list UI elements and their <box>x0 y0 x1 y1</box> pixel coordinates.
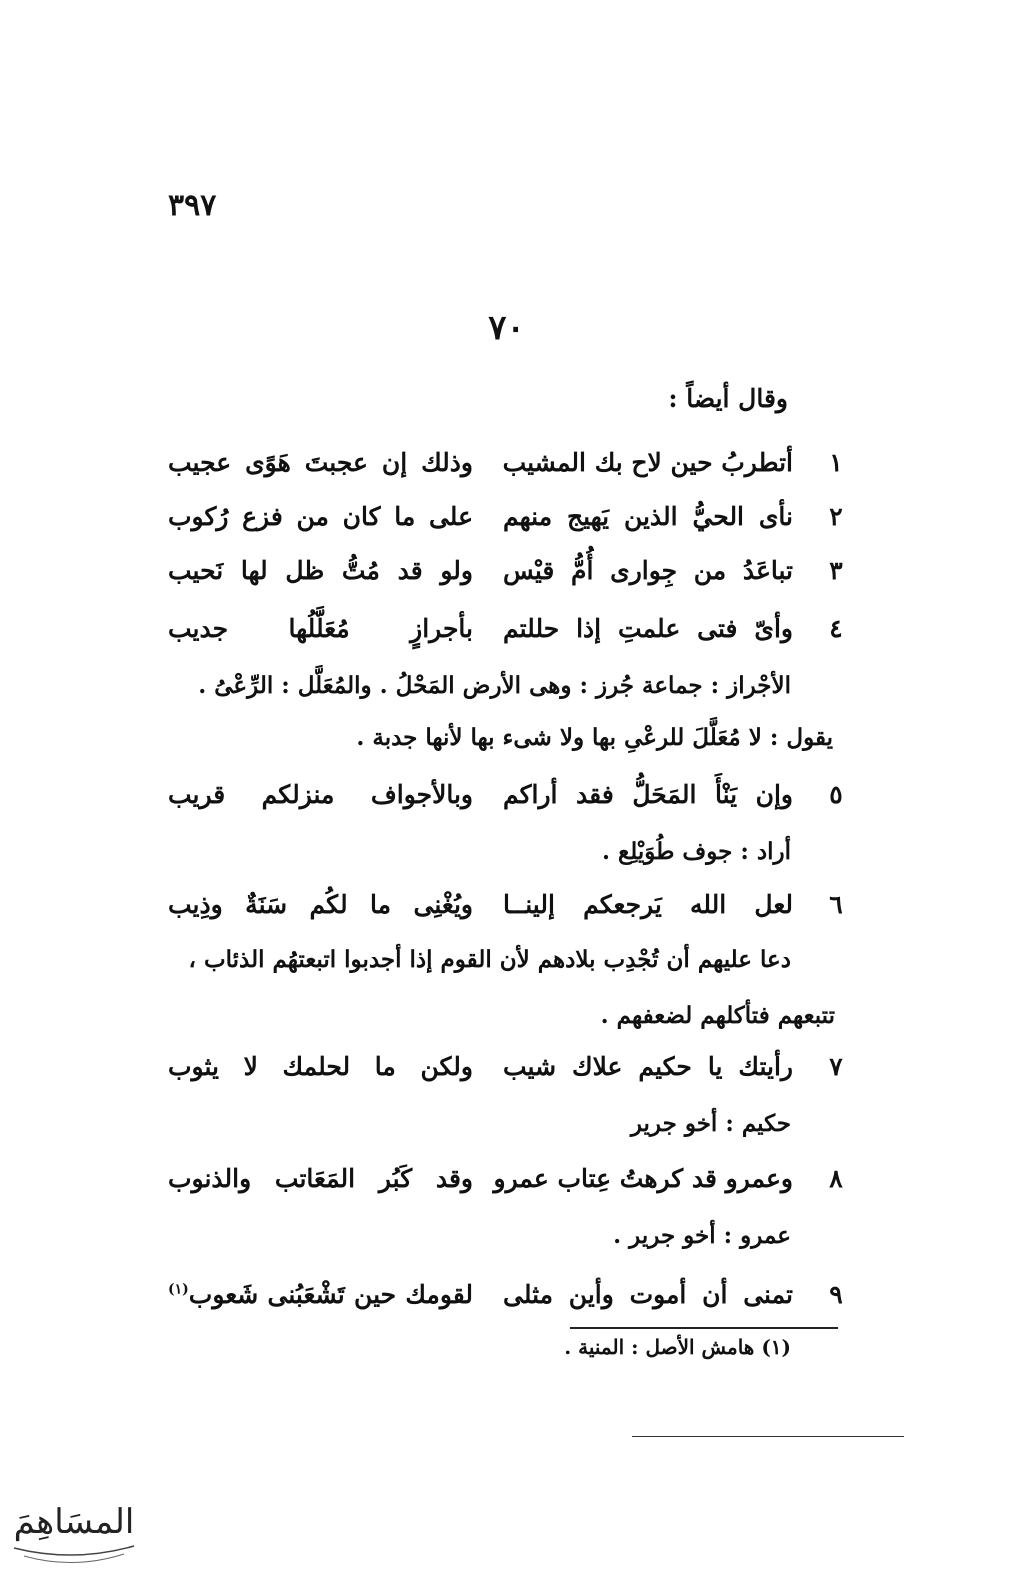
verse-first-hemistich: لعل الله يَرجعكم إلينــا <box>503 890 793 919</box>
poem-intro: وقال أيضاً : <box>668 384 788 413</box>
verse-second-hemistich: على ما كان من فزع رُكوب <box>168 502 473 531</box>
footnote-marker: (١) <box>168 1281 189 1298</box>
verse-8 <box>168 1164 848 1204</box>
verse-second-hemistich: ولكن ما لحلمك لا يثوب <box>168 1052 473 1081</box>
page-number: ٣٩٧ <box>168 188 217 223</box>
footnote: (١) هامش الأصل : المنية . <box>564 1335 791 1359</box>
verse-9 <box>168 1280 848 1320</box>
verse-first-hemistich: وإن يَنْأَ المَحَلُّ فقد أراكم <box>503 780 793 809</box>
verse-first-hemistich: وعمرو قد كرهتُ عِتاب عمرو <box>493 1164 793 1193</box>
verse-second-text: لقومك حين تَشْعَبُنى شَعوب <box>188 1280 473 1309</box>
verse-number: ٥ <box>829 780 843 809</box>
verse-number: ٩ <box>829 1280 843 1309</box>
verse-5 <box>168 780 848 820</box>
stamp-text: المسَاهِمَ <box>13 1502 135 1542</box>
verse-number: ١ <box>829 448 843 477</box>
verse-second-hemistich: وبالأجواف منزلكم قريب <box>168 780 473 809</box>
verse-6 <box>168 890 848 930</box>
verse-number: ٨ <box>829 1164 843 1193</box>
verse-second-hemistich <box>168 1280 473 1309</box>
verse-number: ٧ <box>829 1052 843 1081</box>
verse-first-hemistich: وأىّ فتى علمتِ إذا حللتم <box>503 614 793 643</box>
verse-2 <box>168 502 848 542</box>
verse-second-hemistich: ويُغْنِى ما لكُم سَنَةٌ وذِيب <box>168 890 473 919</box>
note-verse-5: أراد : جوف طُوَيْلِع . <box>601 838 791 865</box>
verse-first-hemistich: تمنى أن أموت وأين مثلى <box>503 1280 793 1309</box>
verse-number: ٢ <box>829 502 843 531</box>
verse-first-hemistich: تباعَدُ من جِوارى أُمُّ قيْس <box>503 556 793 585</box>
verse-number: ٦ <box>829 890 843 919</box>
bottom-rule <box>632 1436 904 1437</box>
note-verse-6-line-1: دعا عليهم أن تُجْدِب بلادهم لأن القوم إذا أجدبوا اتبعتهُم الذئاب ، <box>188 946 791 973</box>
verse-7 <box>168 1052 848 1092</box>
verse-second-hemistich: وذلك إن عجبتَ هَوًى عجيب <box>168 448 473 477</box>
verse-second-hemistich: بأجرازٍ مُعَلَّلُها جديب <box>168 614 473 643</box>
poem-number: ٧٠ <box>488 308 525 348</box>
verse-second-hemistich: وقد كَبُر المَعَاتب والذنوب <box>168 1164 473 1193</box>
verse-4 <box>168 614 848 654</box>
verse-1 <box>168 448 848 488</box>
note-verse-4-gloss: الأجْراز : جماعة جُرز : وهى الأرض المَحْلُ . والمُعَلَّل : الرِّعْىُ . <box>198 672 791 699</box>
verse-3 <box>168 556 848 596</box>
verse-second-hemistich: ولو قد مُتُّ ظل لها نَحيب <box>168 556 473 585</box>
verse-number: ٣ <box>829 556 843 585</box>
note-verse-8: عمرو : أخو جرير . <box>613 1222 791 1249</box>
verse-first-hemistich: رأيتك يا حكيم علاك شيب <box>503 1052 793 1081</box>
verse-first-hemistich: نأى الحيُّ الذين يَهيج منهم <box>503 502 793 531</box>
verse-first-hemistich: أتطربُ حين لاح بك المشيب <box>502 448 793 477</box>
note-verse-7: حكيم : أخو جرير <box>630 1110 791 1137</box>
note-verse-4-meaning: يقول : لا مُعَلَّلَ للرعْىِ بها ولا شىء بها لأنها جدبة . <box>356 724 833 751</box>
library-stamp-logo <box>4 1478 144 1578</box>
footnote-separator <box>570 1327 838 1329</box>
verse-number: ٤ <box>829 614 843 643</box>
note-verse-6-line-2: تتبعهم فتأكلهم لضعفهم . <box>600 1002 835 1029</box>
